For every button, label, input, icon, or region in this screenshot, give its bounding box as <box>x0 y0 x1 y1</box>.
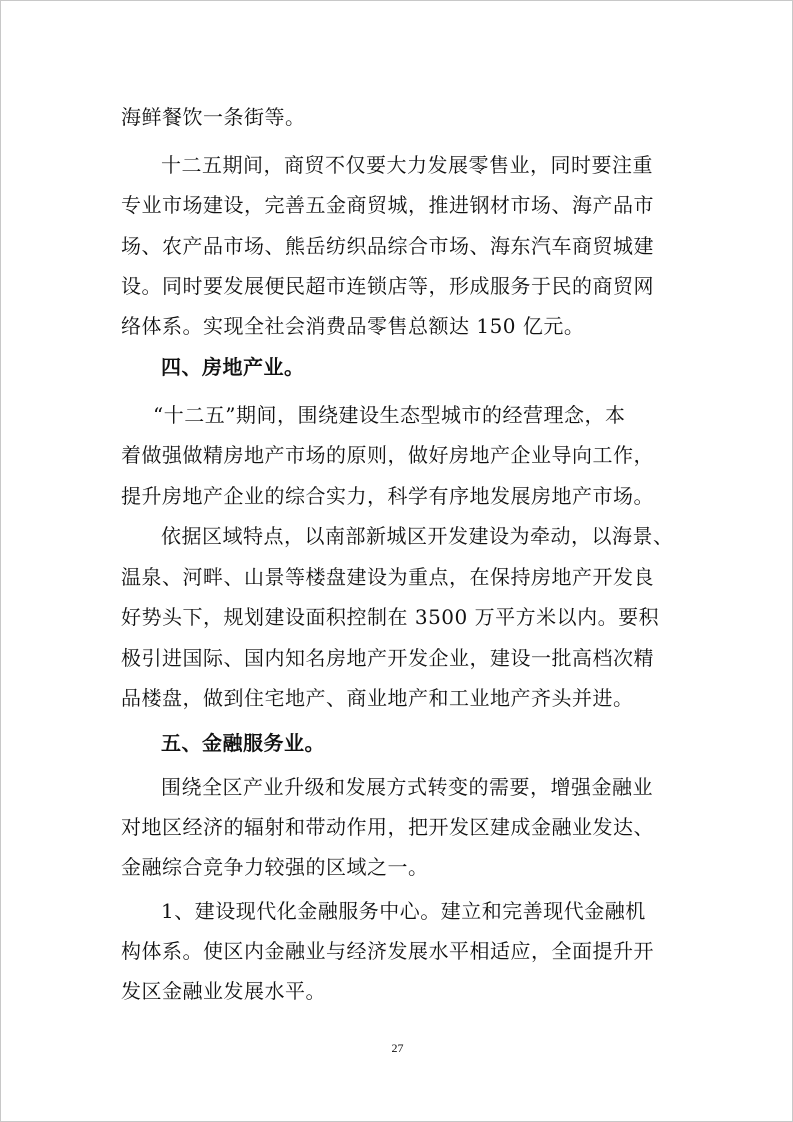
text-line: 海鲜餐饮一条街等。 <box>121 105 306 129</box>
paragraph-line: 品楼盘，做到住宅地产、商业地产和工业地产齐头并进。 <box>121 686 634 710</box>
paragraph-line: 发区金融业发展水平。 <box>121 979 326 1003</box>
paragraph-line: 络体系。实现全社会消费品零售总额达 150 亿元。 <box>121 314 585 338</box>
paragraph-line: 场、农产品市场、熊岳纺织品综合市场、海东汽车商贸城建 <box>121 234 654 258</box>
paragraph-line: 着做强做精房地产市场的原则，做好房地产企业导向工作， <box>121 443 654 467</box>
paragraph-line: 依据区域特点，以南部新城区开发建设为牵动，以海景、 <box>161 524 674 548</box>
paragraph-line: 好势头下，规划建设面积控制在 3500 万平方米以内。要积 <box>121 605 660 629</box>
section-heading-real-estate: 四、房地产业。 <box>161 355 305 379</box>
paragraph-line: 围绕全区产业升级和发展方式转变的需要，增强金融业 <box>161 775 653 799</box>
paragraph-line: 构体系。使区内金融业与经济发展水平相适应，全面提升开 <box>121 939 654 963</box>
page-number: 27 <box>391 1041 404 1055</box>
paragraph-line: 极引进国际、国内知名房地产开发企业，建设一批高档次精 <box>121 646 654 670</box>
paragraph-line: 1、建设现代化金融服务中心。建立和完善现代金融机 <box>161 899 646 923</box>
paragraph-line: 金融综合竞争力较强的区域之一。 <box>121 855 429 879</box>
paragraph-line: 十二五期间，商贸不仅要大力发展零售业，同时要注重 <box>161 153 653 177</box>
paragraph-line: 专业市场建设，完善五金商贸城，推进钢材市场、海产品市 <box>121 193 654 217</box>
paragraph-line: 提升房地产企业的综合实力，科学有序地发展房地产市场。 <box>121 484 654 508</box>
paragraph-line: “十二五”期间，围绕建设生态型城市的经营理念，本 <box>153 403 626 427</box>
paragraph-line: 设。同时要发展便民超市连锁店等，形成服务于民的商贸网 <box>121 274 654 298</box>
paragraph-line: 温泉、河畔、山景等楼盘建设为重点，在保持房地产开发良 <box>121 565 654 589</box>
section-heading-finance: 五、金融服务业。 <box>161 731 325 755</box>
paragraph-line: 对地区经济的辐射和带动作用，把开发区建成金融业发达、 <box>121 815 654 839</box>
